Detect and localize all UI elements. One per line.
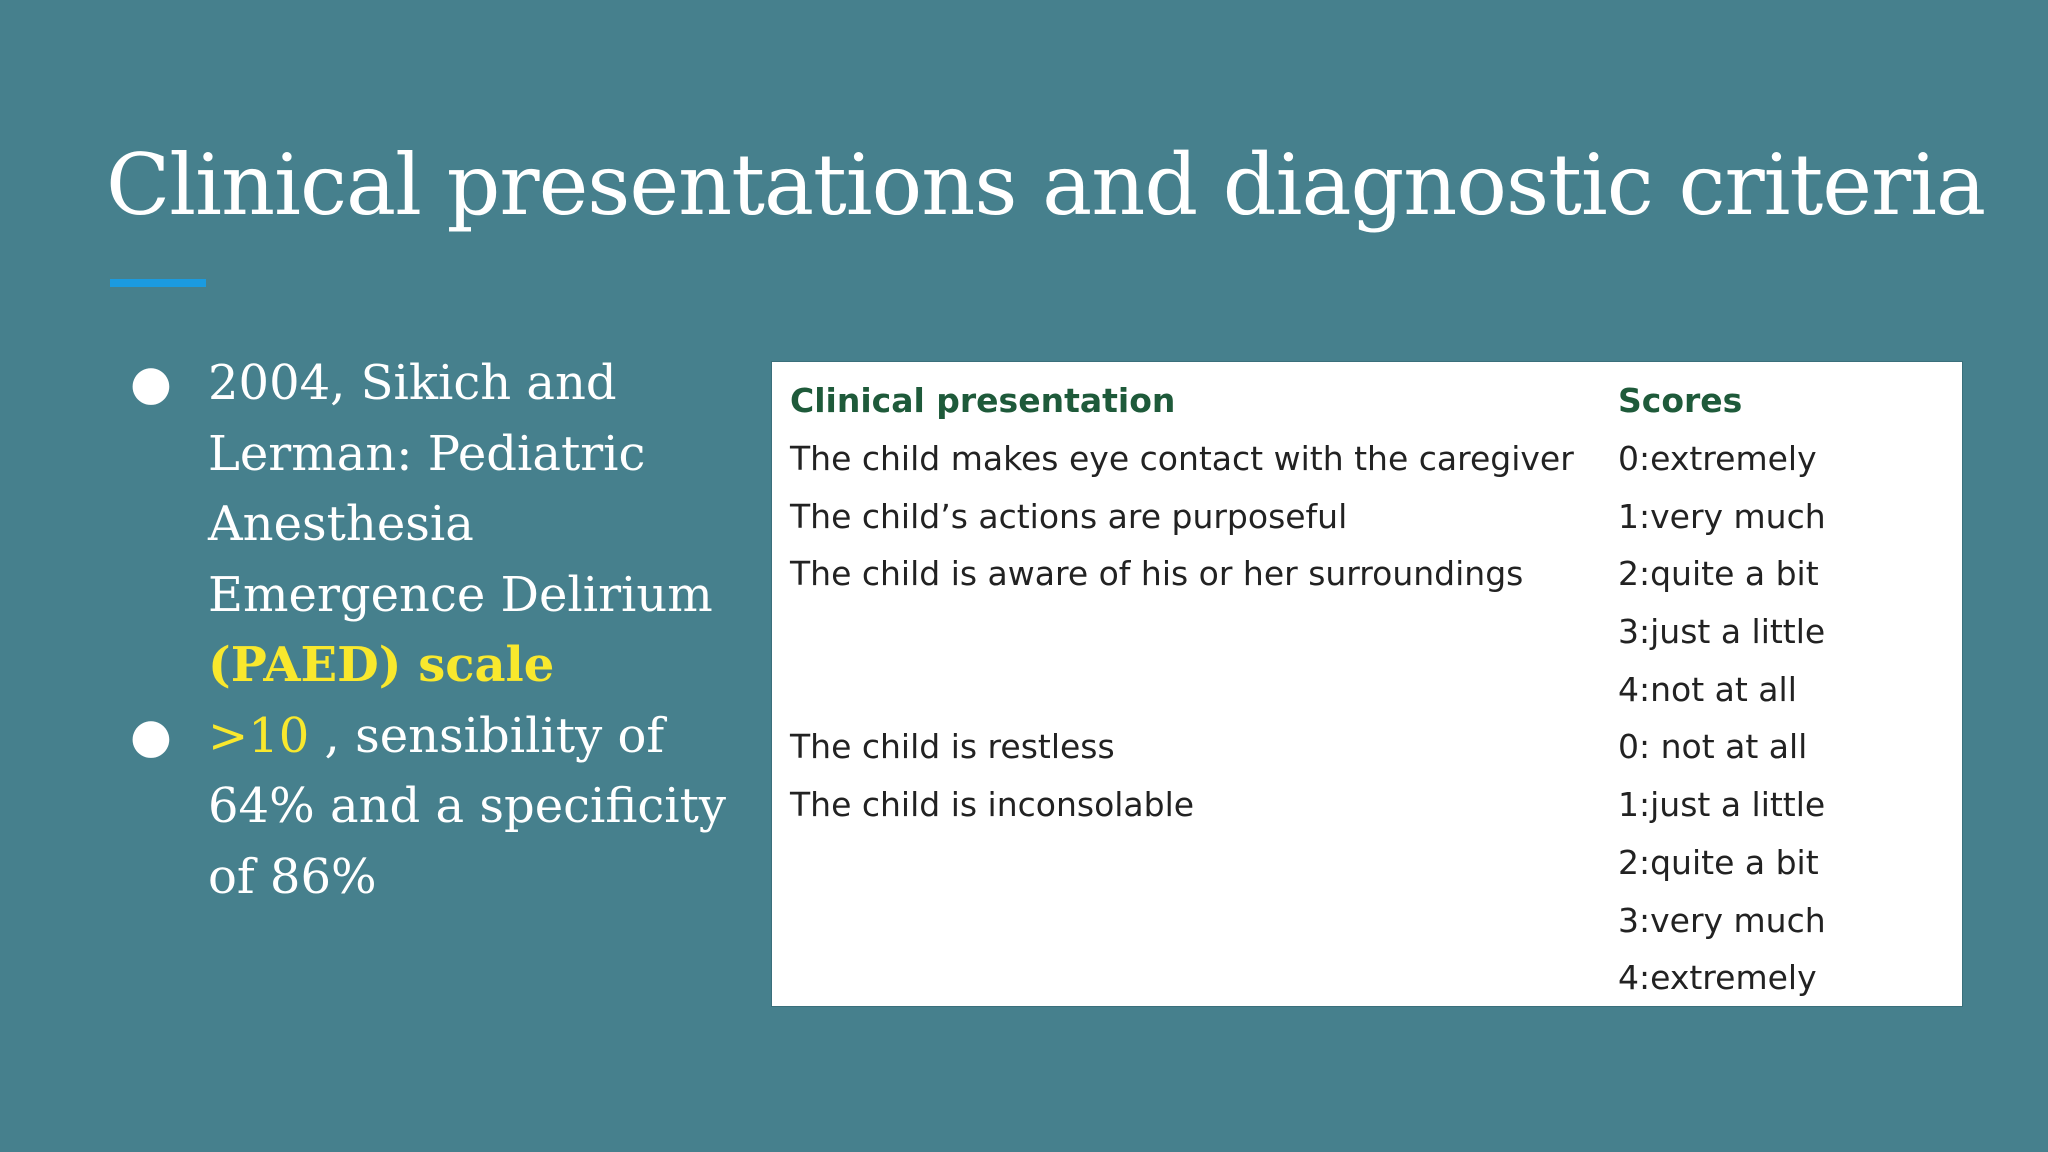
bullet-text: 2004, Sikich and Lerman: Pediatric Anesthesia Emergence Delirium xyxy=(208,355,713,623)
cell-clinical-presentation: The child is aware of his or her surroundings xyxy=(790,554,1524,594)
table-row xyxy=(790,834,1938,892)
table-row xyxy=(790,660,1938,718)
bullet-dot-icon: ● xyxy=(130,707,172,764)
table-row xyxy=(790,603,1938,661)
table-row xyxy=(790,949,1938,1007)
cell-clinical-presentation xyxy=(790,603,1618,661)
table-row xyxy=(790,545,1938,603)
table-header-row xyxy=(790,372,1938,430)
bullet-text-after: , sensibility of 64% and a specificity of 86% xyxy=(208,707,726,905)
slide-title: Clinical presentations and diagnostic criteria xyxy=(106,136,1986,234)
cell-clinical-presentation xyxy=(790,891,1618,949)
cell-clinical-presentation: The child is restless xyxy=(790,727,1115,767)
cell-score: 2:quite a bit xyxy=(1618,842,1819,882)
cell-clinical-presentation: The child is inconsolable xyxy=(790,785,1195,825)
cell-score: 4:not at all xyxy=(1618,669,1797,709)
cell-score: 0:extremely xyxy=(1618,439,1817,479)
table-row xyxy=(790,891,1938,949)
cell-clinical-presentation xyxy=(790,660,1618,718)
header-scores: Scores xyxy=(1618,381,1743,421)
bullet-item-paed-scale xyxy=(120,348,740,701)
cell-clinical-presentation xyxy=(790,949,1618,1007)
table-body xyxy=(790,430,1938,1007)
bullet-list xyxy=(120,348,740,912)
table-row xyxy=(790,487,1938,545)
title-underline xyxy=(110,279,206,287)
cell-score: 3:just a little xyxy=(1618,612,1826,652)
bullet-item-threshold xyxy=(120,701,740,913)
cell-score: 0: not at all xyxy=(1618,727,1808,767)
cell-score: 3:very much xyxy=(1618,900,1826,940)
table-row xyxy=(790,430,1938,488)
table-row xyxy=(790,718,1938,776)
bullet-highlight: (PAED) scale xyxy=(208,637,555,693)
cell-clinical-presentation: The child makes eye contact with the caregiver xyxy=(790,439,1574,479)
table-row xyxy=(790,776,1938,834)
cell-clinical-presentation: The child’s actions are purposeful xyxy=(790,496,1348,536)
bullet-highlight: >10 xyxy=(208,707,310,764)
cell-score: 2:quite a bit xyxy=(1618,554,1819,594)
paed-scale-table xyxy=(790,372,1938,1007)
cell-score: 4:extremely xyxy=(1618,958,1817,998)
bullet-dot-icon: ● xyxy=(130,355,172,411)
header-clinical-presentation: Clinical presentation xyxy=(790,381,1176,421)
paed-scale-table-panel xyxy=(772,362,1962,1006)
cell-score: 1:very much xyxy=(1618,496,1826,536)
cell-clinical-presentation xyxy=(790,834,1618,892)
cell-score: 1:just a little xyxy=(1618,785,1826,825)
